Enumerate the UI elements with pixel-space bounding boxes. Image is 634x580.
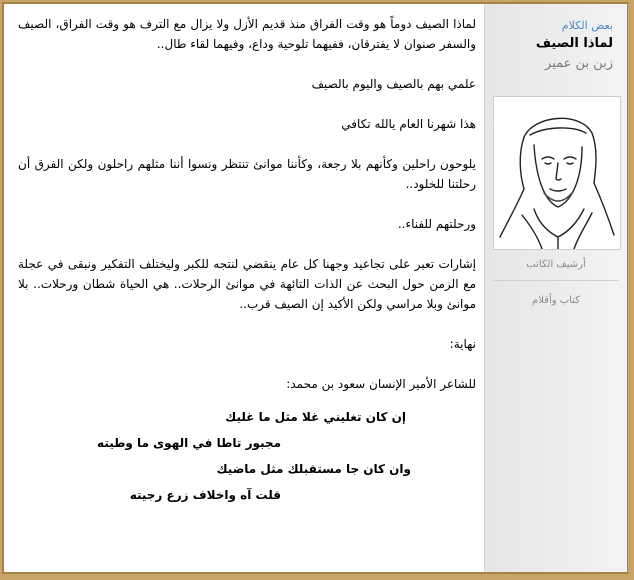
author-portrait <box>493 96 621 250</box>
poem-line: وان كان جا مستقبلك مثل ماضيك <box>216 462 411 476</box>
author-sketch-icon <box>494 97 620 249</box>
article-paragraph: لماذا الصيف دوماً هو وقت الفراق منذ قديم الأزل ولا يزال مع الترف هو وقت الفراق، الصيف والسفر صنوان لا يفترقان، ففيهما تلوحية وداع، وفيهما لقاء طال.. <box>18 17 476 51</box>
article-paragraph: إشارات تعبر على تجاعيد وجهنا كل عام ينقضي لنتجه للكبر وليختلف التفكير ونبقى في عجلة مع الزمن حول البحث عن الذات التائهة في موانئ الرحلات.. هي الحياة شطان ورحلات.. بلا موانئ وبلا مراسي ولكن الأكيد إن الصيف قرب.. <box>18 257 476 311</box>
article-body <box>6 6 484 572</box>
article-paragraph: نهاية: <box>449 337 476 351</box>
author-sidebar <box>484 4 627 572</box>
article-paragraph: علمي بهم بالصيف واليوم بالصيف <box>311 77 476 91</box>
article-paragraph: هذا شهرنا العام يالله تكافي <box>341 117 476 131</box>
section-label: بعض الكلام <box>561 19 613 32</box>
poem-line: مجبور تاطا في الهوى ما وطيته <box>97 436 281 450</box>
article-paragraph: للشاعر الأمير الإنسان سعود بن محمد: <box>286 377 476 391</box>
article-paragraph: ورحلتهم للفناء.. <box>397 217 476 231</box>
author-archive-link[interactable]: أرشيف الكاتب <box>526 259 586 270</box>
poem-line: قلت آه واخلاف زرع رجيته <box>129 488 281 502</box>
author-name[interactable]: زبن بن عمير <box>545 56 613 71</box>
poem-line: إن كان تغليني غلا مثل ما غليك <box>225 410 406 424</box>
divider <box>493 280 619 281</box>
writers-link[interactable]: كتاب وأقلام <box>532 295 580 306</box>
page-frame <box>2 2 628 574</box>
article-title: لماذا الصيف <box>535 36 613 51</box>
poem <box>18 404 476 508</box>
article-paragraph: يلوحون راحلين وكأنهم بلا رجعة، وكأننا موانئ تنتظر ونسوا أننا مثلهم راحلون ولكن الفرق أن رحلتنا للخلود.. <box>18 157 476 191</box>
